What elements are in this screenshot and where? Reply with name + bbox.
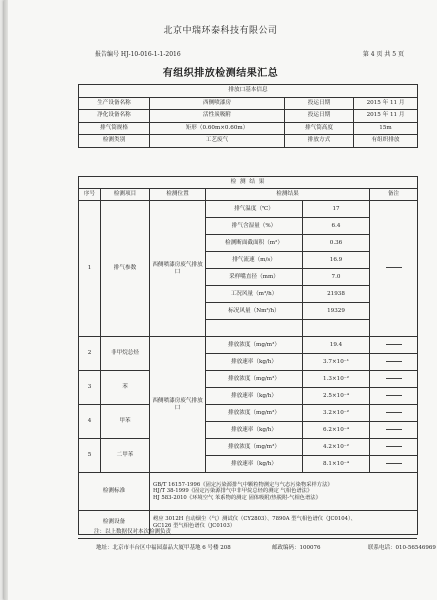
table-row: 采样嘴直径（mm） 7.0	[79, 269, 418, 286]
table-row: 检测断面截面积（m²） 0.36	[79, 235, 418, 252]
table-row: 标况风量（Nm³/h） 19329	[79, 303, 418, 320]
remark-dash	[370, 439, 418, 456]
info-row: 检测类别 工艺废气 排放方式 有组织排放	[79, 135, 418, 148]
footer-address: 地址：北京市丰台区中福园嘉品大厦甲基地 6 号楼 208	[96, 545, 231, 551]
results-header-row: 序号 检测项目 检测位置 检测结果 备注	[79, 189, 418, 201]
basic-info-table	[78, 84, 418, 148]
table-row: 排放速率（kg/h） 6.2×10⁻⁴	[79, 422, 418, 439]
table-row: 1 排气参数 西侧喷漆房废气排放口 排气温度（℃） 17	[79, 201, 418, 218]
page-number: 第 4 页 共 5 页	[362, 51, 404, 58]
footer-postcode: 邮政编码：100076	[272, 545, 321, 551]
table-row: 工况风量（m³/h） 21938	[79, 286, 418, 303]
equipment-line: 崂应 3012H 自动烟尘（气）测试仪（CY2803）、7890A 型气相色谱仪（JC0104）、	[153, 516, 356, 523]
page-spine	[4, 0, 8, 600]
remark-dash	[370, 201, 418, 337]
table-row: 2 非甲烷总烃 西侧喷漆房废气排放口 排放浓度（mg/m³） 19.4	[79, 337, 418, 354]
standard-line: GB/T 16157-1996《固定污染源排气中颗粒物测定与气态污染物采样方法》	[153, 481, 333, 488]
table-row: 4 甲苯 排放浓度（mg/m³） 3.2×10⁻²	[79, 405, 418, 422]
table-row: 3 苯 排放浓度（mg/m³） 1.3×10⁻²	[79, 371, 418, 388]
remark-dash	[370, 456, 418, 473]
report-page	[4, 0, 437, 600]
table-row: 5 二甲苯 排放浓度（mg/m³） 4.2×10⁻²	[79, 439, 418, 456]
footer-phone: 联系电话：010-56546969	[368, 545, 436, 551]
results-heading: 检 测 结 果	[79, 177, 418, 189]
equipment-row: 检测设备 崂应 3012H 自动烟尘（气）测试仪（CY2803）、7890A 型气相色谱仪（JC0104）、 GC126 型气相色谱仪（JC0103）	[79, 511, 418, 535]
standard-line: HJ/T 38-1999《固定污染源排气中非甲烷总烃的测定 气相色谱法》	[153, 488, 313, 495]
remark-dash	[370, 354, 418, 371]
table-row: 排气含湿量（%） 6.4	[79, 218, 418, 235]
results-table	[78, 176, 418, 535]
info-row: 排气筒规格 矩形（0.60m×0.60m） 排气筒高度 15m	[79, 122, 418, 135]
remark-dash	[370, 405, 418, 422]
info-row: 生产设备名称 西侧喷漆房 投运日期 2015 年 11 月	[79, 97, 418, 110]
footnote: 注：以上数据仅对本次检测负责	[94, 529, 172, 535]
basic-info-heading: 排放口基本信息	[79, 85, 418, 98]
table-row: 排放速率（kg/h） 2.5×10⁻⁴	[79, 388, 418, 405]
remark-dash	[370, 388, 418, 405]
footer-divider	[78, 538, 417, 539]
table-row: 排放速率（kg/h） 3.7×10⁻¹	[79, 354, 418, 371]
report-number: 报告编号 HJ-10-016-1-1-2016	[95, 51, 181, 58]
standard-line: HJ 583-2010《环境空气 苯系物的测定 固体吸附/热脱附-气相色谱法》	[153, 494, 321, 501]
company-header: 北京中瑞环泰科技有限公司	[163, 26, 278, 36]
remark-dash	[370, 337, 418, 354]
remark-dash	[370, 422, 418, 439]
document-title: 有组织排放检测结果汇总	[162, 68, 279, 79]
equipment-line: GC126 型气相色谱仪（JC0103）	[153, 522, 236, 529]
standards-row: 检测标准 GB/T 16157-1996《固定污染源排气中颗粒物测定与气态污染物采样方法》 HJ/T 38-1999《固定污染源排气中非甲烷总烃的测定 气相色谱法》 HJ 583-2010《环境空气 苯系物的测定 固体吸附/热脱附-气相色谱法》	[79, 473, 418, 511]
remark-dash	[370, 371, 418, 388]
table-row: 排气流速（m/s） 16.9	[79, 252, 418, 269]
table-row: 排放速率（kg/h） 8.1×10⁻⁴	[79, 456, 418, 473]
info-row: 净化设备名称 活性炭吸附 投运日期 2015 年 11 月	[79, 110, 418, 123]
